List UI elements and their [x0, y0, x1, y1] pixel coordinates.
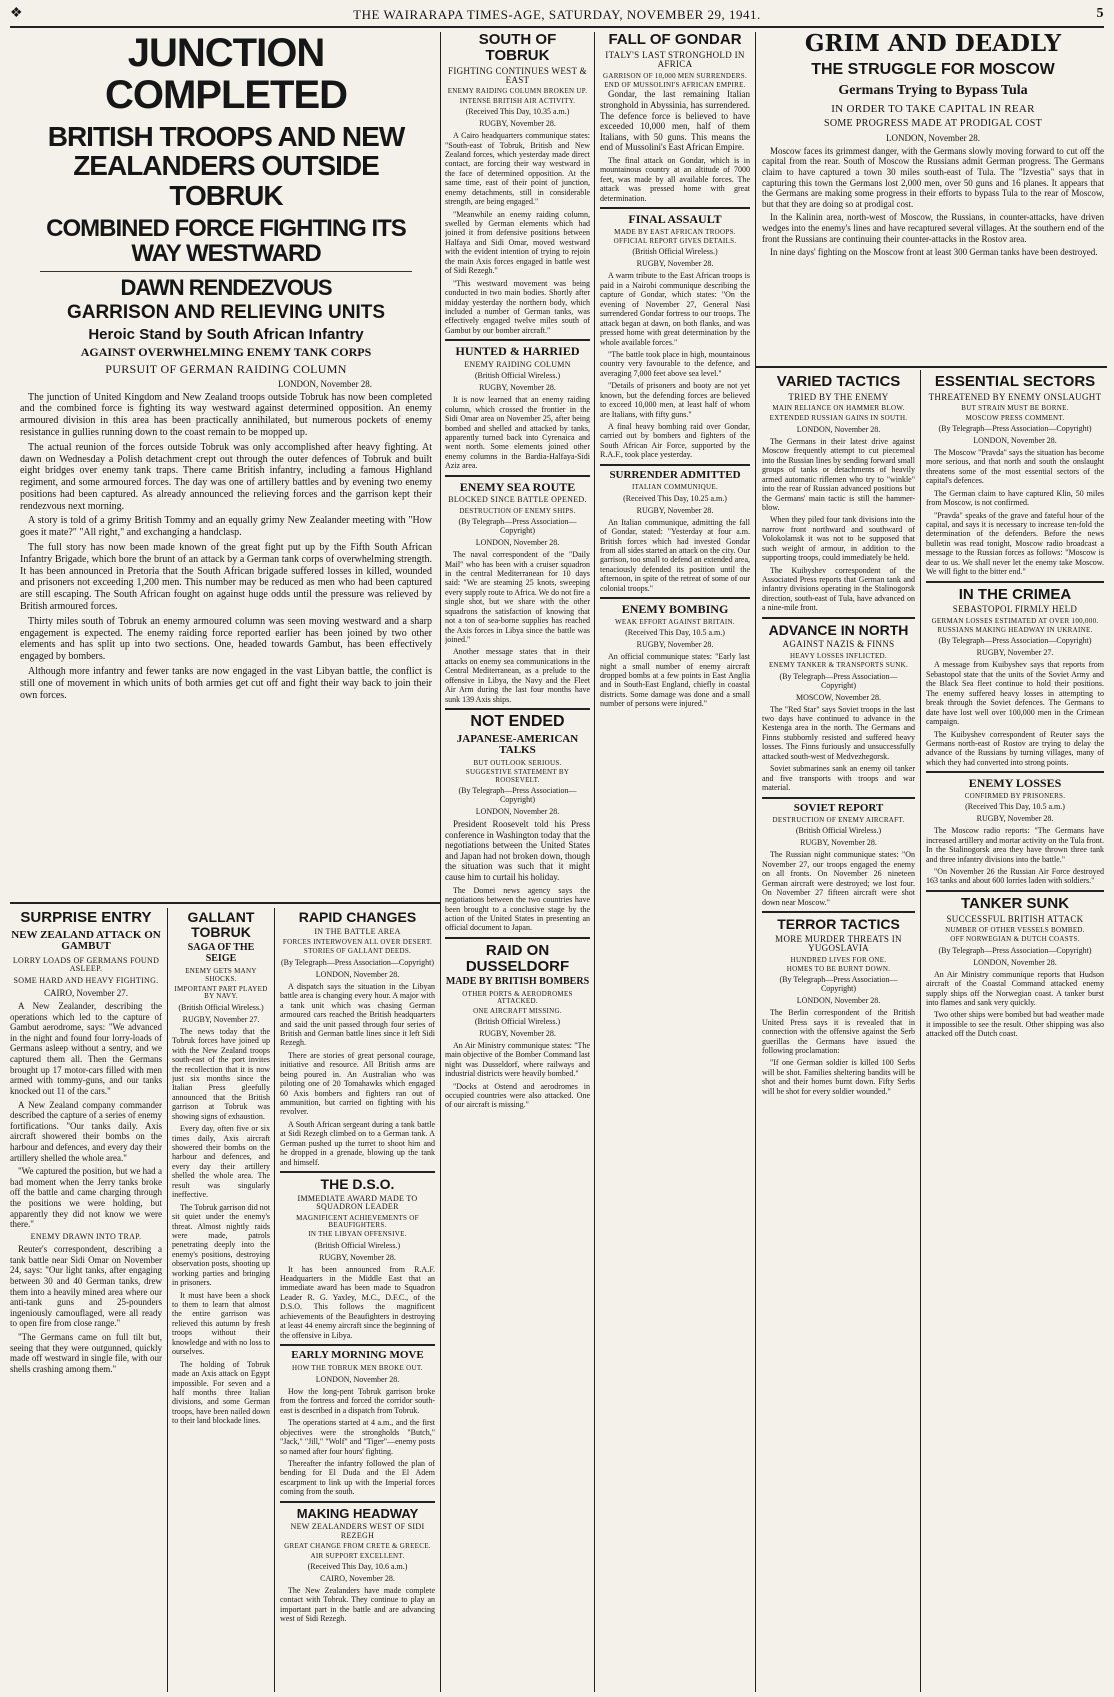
headline-battle-area: IN THE BATTLE AREA: [314, 926, 401, 936]
headline-bombing: ENEMY BOMBING: [621, 602, 729, 617]
byline: (By Telegraph—Press Association—Copyright): [779, 975, 898, 994]
dateline: LONDON, November 28.: [796, 424, 881, 434]
headline-missing: ONE AIRCRAFT MISSING.: [473, 1006, 562, 1015]
byline: (British Official Wireless.): [632, 247, 718, 257]
headline-nz-attack: NEW ZEALAND ATTACK ON GAMBUT: [11, 928, 161, 953]
headline-south: SOUTH OF TOBRUK: [478, 32, 557, 64]
paragraph: The holding of Tobruk made an Axis attack on Egypt impossible. For seven and a half months three Italian divisions, and some German troops, have been nailed down to their land blockade lines.: [172, 1359, 270, 1426]
headline-advance: ADVANCE IN NORTH: [768, 621, 909, 638]
paragraph: When they piled four tank divisions into the narrow front northward and southward of Volokolamsk it was not to be supposed that such weight of armour, in addition to the supporting troops, could immediately be held.: [762, 515, 915, 563]
paragraph: Every day, often five or six times daily, Axis aircraft showered their bombs on the harbour and defences, and every day their artillery shelled the whole area. The result was singularly ineffective.: [172, 1124, 270, 1200]
grim-article: [762, 32, 1104, 367]
paragraph: "Meanwhile an enemy raiding column, swelled by German elements which had joined it from defensive positions between Halfaya and Sidi Omar, moved westward with the evident intention of trying to rejoin the main Axis forces engaged in battle west of Sidi Rezegh.": [445, 209, 590, 276]
paragraph: The New Zealanders have made complete contact with Tobruk. They continue to play an important part in the battle and are advancing west of Sidi Rezegh.: [280, 1585, 435, 1624]
rapid-article: [280, 910, 435, 1167]
paragraph: Another message states that in their attacks on enemy sea communications in the Central Mediterranean, as a prelude to the offensive in Libya, the Navy and the Fleet Air Arm during the last four months have sunk 139 Axis ships.: [445, 647, 590, 704]
column-two: [445, 32, 590, 1692]
column-rule: [274, 908, 275, 1692]
headline-gallant: GALLANT TOBRUK: [187, 910, 255, 940]
paragraph: The operations started at 4 a.m., and the first objectives were the strongholds "Butch," "Jack," "Jill," "Wolf" and "Tiger"—enemy posts so named after four hours' fighting.: [280, 1418, 435, 1456]
headline-struggle: THE STRUGGLE FOR MOSCOW: [811, 61, 1055, 79]
headline-ports: OTHER PORTS & AERODROMES ATTACKED.: [462, 989, 573, 1006]
paragraph: The full story has now been made known of the great fight put up by the Fifth South African Infantry Brigade, which bore the brunt of an attack by a German tank corps of overwhelming strength. It has been announced in Pretoria that the South African brigade suffered losses in killed, wounded and prisoners not exceeding 1,200 men. This number may be reduced as men who had been captured are still escaping. The South African fought on against huge odds until the pressure was relieved by British armoured forces.: [20, 542, 432, 613]
dateline: LONDON, November 28.: [315, 1374, 400, 1384]
headline-libyan: IN THE LIBYAN OFFENSIVE.: [308, 1230, 407, 1239]
essential-article: [926, 374, 1104, 577]
headline-hammer: MAIN RELIANCE ON HAMMER BLOW.: [772, 404, 905, 413]
headline-surrenders: GARRISON OF 10,000 MEN SURRENDERS.: [603, 71, 747, 80]
surprise-article: [10, 910, 162, 1692]
dateline: MOSCOW, November 28.: [795, 692, 882, 702]
dateline: LONDON, November 28.: [315, 969, 400, 979]
paragraph: The naval correspondent of the "Daily Mail" who has been with a cruiser squadron in the central Mediterranean for 10 days said: "We are steaming 25 knots, sweeping every supply route to Africa. We do not fire a single shot, but we share with the other squadrons the satisfaction of knowing that not a ton of sea-borne supplies has reached the Axis forces in Libya since the battle was joined.": [445, 550, 590, 644]
paragraph: It is now learned that an enemy raiding column, which crossed the frontier in the Sidi Omar area on November 25, after being bombed and shelled and attacked by tanks, apparently turned back into Cyrenaica and went north. Some elements joined other enemy columns in the Bardia-Halfaya-Sidi Aziz area.: [445, 395, 590, 471]
paragraph: "We captured the position, but we had a bad moment when the Jerry tanks broke off the battle and came charging through the positions we were holding, but apparently they did not know we were there.": [10, 1166, 162, 1230]
terror-article: [762, 911, 915, 1096]
byline: (By Telegraph—Press Association—Copyright): [280, 957, 435, 967]
headline-soviet-report: SOVIET REPORT: [793, 801, 884, 814]
headline-nazis-finns: AGAINST NAZIS & FINNS: [782, 639, 895, 650]
headline-losses-estimated: GERMAN LOSSES ESTIMATED AT OVER 100,000.: [931, 616, 1099, 625]
paragraph: The Moscow radio reports: "The Germans have increased artillery and mortar activity on the Tula front. In the Stalinogorsk area they have thrown three tank and three infantry divisions into the battle.": [926, 826, 1104, 864]
headline-tertiary: COMBINED FORCE FIGHTING ITS WAY WESTWARD: [46, 215, 406, 268]
dateline: RUGBY, November 28.: [319, 1252, 396, 1262]
paragraph: Gondar, the last remaining Italian stronghold in Abyssinia, has surrendered. The defence force is believed to have exceeded 10,000 men, half of them Italians, with 50 guns. This means the end of Mussolini's East African Empire.: [600, 89, 750, 153]
headline-ukraine: RUSSIANS MAKING HEADWAY IN UKRAINE.: [937, 626, 1093, 635]
headline-lorry: LORRY LOADS OF GERMANS FOUND ASLEEP.: [12, 955, 160, 974]
headline-pursuit: PURSUIT OF GERMAN RAIDING COLUMN: [105, 361, 347, 376]
headline-surprise: SURPRISE ENTRY: [20, 910, 152, 926]
dateline: LONDON, November 28.: [796, 996, 881, 1006]
headline-sea-route: ENEMY SEA ROUTE: [459, 479, 576, 494]
paragraph: A New Zealand company commander described the capture of a series of enemy fortifications. "Our tanks daily. Axis aircraft showered their bombs on the harbour and defences, and every day their artillery shelled the whole area.": [10, 1099, 162, 1163]
paragraph: A dispatch says the situation in the Libyan battle area is changing every hour. A major with a tank unit which was chasing German armoured cars reached the British headquarters and said the unit passed through four series of British and German battle lines since it left Sidi Rezegh.: [280, 981, 435, 1048]
headline-broke-out: HOW THE TOBRUK MEN BROKE OUT.: [292, 1363, 423, 1372]
paragraph: A warm tribute to the East African troops is paid in a Nairobi communique describing the capture of Gondar, which states: "On the evening of November 27, General Nasi surrendered Gondar fortress to our troops. The attack began at dawn, on both flanks, and was pressed home with great determination by the whole available forces.": [600, 271, 750, 347]
paragraph: In the Kalinin area, north-west of Moscow, the Russians, in counter-attacks, have driven wedges into the enemy's lines and have recaptured several villages. At the southern end of the front the Russians are continuing their counter-attacks in the Rostov area.: [762, 212, 1104, 244]
byline: (British Official Wireless.): [178, 1002, 264, 1012]
byline: (British Official Wireless.): [474, 1016, 561, 1026]
dateline: RUGBY, November 28.: [800, 838, 877, 848]
paragraph: The German claim to have captured Klin, 50 miles from Moscow, is not confirmed.: [926, 488, 1104, 508]
dateline: LONDON, November 28.: [475, 806, 560, 816]
paragraph: An Air Ministry communique reports that Hudson aircraft of the Coastal Command attacked enemy supply ships off the Norwegian coast. A tanker burst into flames and sank very quickly.: [926, 969, 1104, 1007]
section-rule: [10, 902, 440, 904]
paragraph: "Details of prisoners and booty are not yet known, but the defending forces are believed to exceed 10,000 men, at least half of whom are Italians, with fifty guns.": [600, 381, 750, 419]
headline-surrender: SURRENDER ADMITTED: [609, 468, 741, 481]
dateline: RUGBY, November 28.: [636, 505, 714, 515]
bombing-article: [600, 597, 750, 709]
surrender-article: [600, 464, 750, 593]
paragraph: The final attack on Gondar, which is in mountainous country at an altitude of 7000 feet, was made by all available forces. The attack was pressed home with great determination.: [600, 155, 750, 203]
headline-threatened: THREATENED BY ENEMY ONSLAUGHT: [928, 391, 1102, 402]
paragraph: An Italian communique, admitting the fall of Gondar, stated: "Yesterday at four a.m. British forces which had invested Gondar from all sides started an attack on the city. Our garrison, too small to defend an extended area, tenaciously defended its position until the afternoon, in spite of the retreat of some of our colonial troops.": [600, 517, 750, 593]
headline-gains: EXTENDED RUSSIAN GAINS IN SOUTH.: [769, 413, 908, 422]
paragraph: A message from Kuibyshev says that reports from Sebastopol state that the units of the Soviet Army and the Black Sea fleet continue to hold their positions. The enemy suffered heavy losses in attempting to break through the Soviet defences. The Germans to date have lost well over 100,000 men in the Crimean campaign.: [926, 660, 1104, 727]
headline-progress: SOME PROGRESS MADE AT PRODIGAL COST: [823, 118, 1043, 130]
dusseldorf-article: [445, 937, 590, 1110]
byline: (Received This Day, 10.25 a.m.): [623, 493, 727, 503]
headline-terror: TERROR TACTICS: [777, 916, 900, 933]
paragraph: The Germans in their latest drive against Moscow frequently attempt to cut piecemeal into the Russian lines by sending forward small groups of tanks or detachments of heavily armed automatic riflemen who try to "winkle" into the rear of Russian advanced positions but the Germans' main tactic is still the hammer-blow.: [762, 436, 915, 512]
headline-successful: SUCCESSFUL BRITISH ATTACK: [946, 913, 1084, 924]
headline-press-comment: MOSCOW PRESS COMMENT.: [965, 413, 1065, 422]
section-rule: [755, 366, 1107, 368]
dateline: RUGBY, November 27.: [182, 1014, 260, 1024]
headline-east-african: MADE BY EAST AFRICAN TROOPS.: [614, 227, 736, 236]
column-rule: [920, 370, 921, 1692]
headline-homes: HOMES TO BE BURNT DOWN.: [786, 964, 891, 973]
paragraph: "The battle took place in high, mountainous country very favourable to the defence, and averaging 7,000 feet above sea level.": [600, 349, 750, 378]
headline-blocked: BLOCKED SINCE BATTLE OPENED.: [448, 495, 587, 505]
byline: (By Telegraph—Press Association—Copyright): [938, 945, 1092, 955]
page-number: 5: [1096, 6, 1104, 21]
dateline: LONDON, November 28.: [973, 957, 1057, 967]
headline-talks: JAPANESE-AMERICAN TALKS: [456, 732, 579, 757]
headline-strain: BUT STRAIN MUST BE BORNE.: [961, 404, 1069, 413]
paragraph: Two other ships were bombed but bad weather made it impossible to see the result. Other shipping was also attacked off the Dutch coast.: [926, 1010, 1104, 1039]
paragraph: The Berlin correspondent of the British United Press says it is revealed that in connection with the offensive against the Serb guerillas the Germans have issued the following proclamation:: [762, 1008, 915, 1056]
headline-destruction: DESTRUCTION OF ENEMY SHIPS.: [459, 506, 576, 515]
headline-final-assault: FINAL ASSAULT: [628, 212, 722, 227]
advance-article: [762, 617, 915, 793]
headline-crete: GREAT CHANGE FROM CRETE & GREECE.: [284, 1542, 431, 1551]
paragraph: The Moscow "Pravda" says the situation has become more serious, and that north and south the onslaught threatens some of the most essential sectors of the capital's defences.: [926, 447, 1104, 486]
headline-yugoslavia: MORE MURDER THREATS IN YUGOSLAVIA: [775, 933, 902, 954]
paragraph: In nine days' fighting on the Moscow front at least 300 German tanks have been destroyed.: [770, 247, 1098, 258]
paragraph: How the long-pent Tobruk garrison broke from the fortress and forced the corridor south-east is described in a dispatch from Tobruk.: [280, 1386, 435, 1415]
column-tobruk-side: [280, 910, 435, 1692]
headline-tula: Germans Trying to Bypass Tula: [838, 82, 1028, 98]
headline-hunted: HUNTED & HARRIED: [455, 344, 580, 359]
byline: (Received This Day, 10.35 a.m.): [465, 107, 570, 117]
paragraph: The Tobruk garrison did not sit quiet under the enemy's threat. Almost nightly raids were made, patrols penetrating deeply into the enemy's positions, destroying observation posts, shooting up working parties and bringing in prisoners.: [172, 1202, 270, 1288]
headline-italian: ITALIAN COMMUNIQUE.: [631, 483, 719, 492]
paragraph: A story is told of a grimy British Tommy and an equally grimy New Zealander meeting with "How goes it mate?" "All right," and exchanging a handclasp.: [20, 515, 432, 539]
paragraph: The Russian night communique states: "On November 27, our troops engaged the enemy on all fronts. On November 26 nineteen German aircraft were destroyed; we lost four. On November 27 fifteen aircraft were shot down near Moscow.": [762, 850, 915, 907]
headline-fighting: SOME HARD AND HEAVY FIGHTING.: [13, 975, 159, 985]
paragraph: Soviet submarines sank an enemy oil tanker and five transports with troops and war material.: [762, 764, 915, 793]
headline-empire: END OF MUSSOLINI'S AFRICAN EMPIRE.: [604, 80, 746, 89]
headline-prisoners: CONFIRMED BY PRISONERS.: [964, 791, 1066, 800]
sea-article: [445, 475, 590, 704]
paragraph: A New Zealander, describing the operations which led to the capture of Gambut aerodrome, says: "We advanced in the night and found four lorry-loads of Germans asleep without a sentry, and we captured them all. Then the Germans brought up 17 motor-cars filled with men armed with tommy-guns, and our tanks knocked out 11 of the cars.": [10, 1001, 162, 1096]
headline-rapid: RAPID CHANGES: [298, 910, 417, 925]
headline-column-broken: ENEMY RAIDING COLUMN BROKEN UP.: [447, 87, 588, 96]
dso-article: [280, 1171, 435, 1340]
gallant-article: [172, 910, 270, 1692]
headline-saga: SAGA OF THE SEIGE: [187, 942, 255, 964]
column-three: [600, 32, 750, 1692]
dateline: LONDON, November 28.: [278, 378, 372, 389]
headline-essential: ESSENTIAL SECTORS: [934, 374, 1096, 390]
headline-deeds: STORIES OF GALLANT DEEDS.: [303, 947, 412, 956]
byline: (By Telegraph—Press Association—Copyright): [938, 636, 1092, 646]
early-article: [280, 1344, 435, 1497]
paragraph: Thirty miles south of Tobruk an enemy armoured column was seen moving westward and a sharp engagement is expected. The enemy raiding force reported earlier has been joined by two other elements and has split up into two sections. One, headed towards Gambut, has been effectively engaged by bombers.: [20, 615, 432, 663]
headline-heroic: Heroic Stand by South African Infantry: [88, 325, 364, 343]
paragraph: Although more infantry and fewer tanks are now engaged in the vast Libyan battle, the conflict is still one of movement in which units of both armies get cut off and fight their way back to join their own forces.: [20, 666, 432, 701]
headline-outlook: BUT OUTLOOK SERIOUS.: [473, 758, 562, 767]
headline-secondary: BRITISH TROOPS AND NEW ZEALANDERS OUTSIDE TOBRUK: [47, 121, 405, 211]
headline-early: EARLY MORNING MOVE: [291, 1349, 424, 1362]
byline: (British Official Wireless.): [314, 1240, 401, 1250]
headline-tanker-transports: ENEMY TANKER & TRANSPORTS SUNK.: [768, 661, 909, 670]
paragraph: The Kuibyshev correspondent of the Associated Press reports that German tank and infantry divisions operating in the Stalinogorsk direction, south-east of Tula, have advanced on a nine-mile front.: [762, 565, 915, 613]
paragraph: It must have been a shock to them to learn that almost the entire garrison was relieved this autumn by fresh troops without their knowledge and with no loss to ourselves.: [172, 1290, 270, 1357]
paragraph: Moscow faces its grimmest danger, with the Germans slowly moving forward to cut off the capital from the rear. South of Moscow the Russians admit German progress. The Germans claim to have captured a town 30 miles south-east of Tula. The "Izvestia" says that in capturing this town the Germans lost 2,000 men, over 50 guns and 16 planes. It appears that the Germans are making some progress in their efforts to bypass Tula to the rear of Moscow, but that they are doing so at prodigal cost.: [762, 145, 1104, 209]
column-rule: [594, 32, 595, 1692]
headline-dawn: DAWN RENDEZVOUS: [120, 274, 332, 300]
tanker-article: [926, 890, 1104, 1039]
dateline: LONDON, November 28.: [886, 132, 980, 143]
dateline: RUGBY, November 28.: [479, 119, 556, 129]
paragraph: A final heavy bombing raid over Gondar, carried out by bombers and fighters of the South African Air Force, supported by the R.A.F., took place yesterday.: [600, 422, 750, 460]
byline: (Received This Day, 10.5 a.m.): [965, 802, 1065, 812]
headline-vessels: NUMBER OF OTHER VESSELS BOMBED.: [945, 926, 1085, 934]
headline-aircraft: DESTRUCTION OF ENEMY AIRCRAFT.: [772, 816, 905, 825]
dateline: CAIRO, November 27.: [44, 988, 128, 999]
headline-air-support: AIR SUPPORT EXCELLENT.: [310, 1551, 405, 1560]
paragraph: "The Germans came on full tilt but, seeing that they were outgunned, quickly made off westward in single file, with our shells crashing among them.": [10, 1332, 162, 1374]
headline-dusseldorf: RAID ON DUSSELDORF: [465, 941, 570, 975]
dateline: RUGBY, November 28.: [636, 259, 714, 269]
headline-varied: VARIED TACTICS: [776, 374, 901, 390]
byline: (Received This Day, 10.5 a.m.): [625, 628, 725, 638]
column-four: [762, 374, 915, 1692]
paragraph: The actual reunion of the forces outside Tobruk was only accomplished after heavy fighting. At dawn on Wednesday a Polish detachment crept out through the outer defences of Tobruk and built eight bridges over enemy tank traps. There came British infantry, including a famous Highland regiment, and some armoured forces. The day was one of artillery battles and by evening two enemy positions had been captured. As already announced the relieving forces and the garrison kept their rendezvous next morning.: [20, 441, 432, 512]
headline-bombers: MADE BY BRITISH BOMBERS: [445, 976, 590, 988]
fleuron-icon: ❖: [10, 6, 24, 21]
paragraph: Thereafter the infantry followed the plan of bending for El Duda and the El Adem escarpment to link up with the Imperial forces coming from the south.: [280, 1459, 435, 1497]
paragraph: The Kuibyshev correspondent of Reuter says the Germans north-east of Rostov are trying to delay the advance of the Russians by turning villages, many of which they had converted into strong points.: [926, 729, 1104, 767]
notended-article: [445, 708, 590, 933]
byline: (Received This Day, 10.6 a.m.): [307, 1561, 408, 1571]
headline-tanker: TANKER SUNK: [960, 894, 1070, 912]
paragraph: The junction of United Kingdom and New Zealand troops outside Tobruk has now been completed and the combined force is fighting its way westward against determined opposition. An enemy armoured division in this area has been practically annihilated, but numerous pockets of enemy resistance in gullies running down to the coast remain to be mopped up.: [20, 391, 432, 438]
headline-weak-effort: WEAK EFFORT AGAINST BRITAIN.: [615, 617, 735, 626]
varied-article: [762, 374, 915, 613]
column-rule: [440, 32, 441, 1692]
paragraph: The "Red Star" says Soviet troops in the last two days have continued to advance in the Kestenga area in the north. The Germans and Finns stubbornly resisted and suffered heavy losses. The Finns furiously and unsuccessfully attacked south-west of Medvezhegorsk.: [762, 704, 915, 761]
headline-hundred: HUNDRED LIVES FOR ONE.: [790, 955, 887, 964]
headline-garrison: GARRISON AND RELIEVING UNITS: [66, 301, 386, 323]
headline-raiding-column: ENEMY RAIDING COLUMN: [464, 359, 571, 369]
paragraph: "On November 26 the Russian Air Force destroyed 163 tanks and about 600 lorries laden with soldiers.": [926, 866, 1104, 886]
headline-sebastopol: SEBASTOPOL FIRMLY HELD: [952, 604, 1078, 615]
dateline: LONDON, November 28.: [973, 435, 1057, 445]
masthead-title: THE WAIRARAPA TIMES-AGE, SATURDAY, NOVEMBER 29, 1941.: [353, 7, 761, 22]
south-article: [445, 32, 590, 335]
headline-official: OFFICIAL REPORT GIVES DETAILS.: [613, 237, 737, 246]
column-five: [926, 374, 1104, 1692]
paragraph: A South African sergeant during a tank battle at Sidi Rezegh climbed on to a German tank. A German pushed up the turret to shoot him and he dropped in a grenade, blowing up the tank and himself.: [280, 1119, 435, 1167]
headline-crimea: IN THE CRIMEA: [958, 585, 1072, 603]
column-rule: [167, 908, 168, 1692]
paragraph: Reuter's correspondent, describing a tank battle near Sidi Omar on November 24, says: "Our light tanks, after engaging between 30 and 40 German tanks, drew them into a heavily mined area where our anti-tank guns and 25-pounders ingeniously camouflaged, were all ready to open fire from close range.": [10, 1244, 162, 1329]
crimea-article: [926, 581, 1104, 768]
headline-rear: IN ORDER TO TAKE CAPITAL IN REAR: [831, 102, 1035, 115]
masthead: [10, 4, 1104, 28]
headline-roosevelt: SUGGESTIVE STATEMENT BY ROOSEVELT.: [465, 768, 570, 784]
headline-against: AGAINST OVERWHELMING ENEMY TANK CORPS: [80, 345, 372, 360]
headline-interwoven: FORCES INTERWOVEN ALL OVER DESERT.: [282, 938, 433, 947]
headline-gondar: FALL OF GONDAR: [608, 32, 742, 48]
byline: (By Telegraph—Press Association—Copyright): [779, 671, 898, 690]
paragraph: There are stories of great personal courage, initiative and resource. All British arms are being poured in. An Australian who was piloting one of 20 Tomahawks which engaged 60 Axis bombers and fighters ran out of ammunition, but carried on fighting with his revolver.: [280, 1050, 435, 1117]
byline: (By Telegraph—Press Association—Copyright): [458, 785, 577, 804]
paragraph: "This westward movement was being conducted in two main bodies. Shortly after midday yesterday the northern body, which included a number of German tanks, was effectively engaged twelve miles south of Gambut by our bomber aircraft.": [445, 278, 590, 335]
soviet-report-article: [762, 797, 915, 908]
headline-shocks: ENEMY GETS MANY SHOCKS.: [185, 967, 257, 983]
paragraph: It has been announced from R.A.F. Headquarters in the Middle East that an immediate award has been made to Squadron Leader R. G. Yaxley, M.C., D.F.C., of the D.S.O. This follows the magnificent achievements of the Beaufighters in destroying at least 44 enemy aircraft since the beginning of the offensive in Libya.: [280, 1264, 435, 1340]
dateline: RUGBY, November 28.: [479, 1028, 556, 1038]
paragraph: A Cairo headquarters communique states: "South-east of Tobruk, British and New Zealand forces, which yesterday made direct contact, are forcing their way westward in the face of determined opposition. At the same time, east of their point of junction, enemy detachments, still in considerable strength, are being engaged.": [445, 131, 590, 207]
headline-dso: THE D.S.O.: [320, 1176, 395, 1193]
dateline: LONDON, November 28.: [475, 538, 560, 548]
byline: (By Telegraph—Press Association—Copyright): [458, 517, 577, 536]
paragraph: "Docks at Ostend and aerodromes in occupied countries were also attacked. One of our aircraft is missing.": [445, 1081, 590, 1110]
assault-article: [600, 207, 750, 460]
column-rule: [755, 32, 756, 1692]
paragraph: "Pravda" speaks of the grave and fateful hour of the capital, and says it is necessary to increase ten-fold the determination of the defenders. Before the news bulletin was read tonight, Moscow radio broadcast a message to the Russian forces as follows: "Moscow is dear to us. We shall never let the enemy take Moscow. We will fight to the bitter end.": [926, 510, 1104, 577]
headline-award: IMMEDIATE AWARD MADE TO SQUADRON LEADER: [297, 1193, 418, 1212]
losses-article: [926, 771, 1104, 886]
headline-beaufighters: MAGNIFICENT ACHIEVEMENTS OF BEAUFIGHTERS.: [296, 1213, 419, 1229]
paragraph: The news today that the Tobruk forces have joined up with the New Zealand troops south-east of the port invites the recollection that it is now just six months since the Italian Press gleefully announced that the British garrison at Tobruk was showing signs of exhaustion.: [172, 1026, 270, 1121]
paragraph: An Air Ministry communique states: "The main objective of the Bomber Command last night was Dusseldorf, where railways and industrial districts were heavily bombed.": [445, 1040, 590, 1079]
dateline: RUGBY, November 28.: [479, 383, 556, 393]
headline-fighting-continues: FIGHTING CONTINUES WEST & EAST: [448, 65, 587, 85]
headline-west-sidi: NEW ZEALANDERS WEST OF SIDI REZEGH: [290, 1522, 425, 1540]
paragraph: The Domei news agency says the negotiations between the two countries have been brought to a conclusive stage by the action of the United States in presenting an official document to Japan.: [445, 885, 590, 933]
headline-enemy-losses: ENEMY LOSSES: [968, 776, 1062, 791]
headline-not-ended: NOT ENDED: [470, 713, 565, 731]
headline-navy: IMPORTANT PART PLAYED BY NAVY.: [174, 985, 268, 1001]
byline: (British Official Wireless.): [795, 826, 882, 836]
making-article: [280, 1501, 435, 1624]
dateline: CAIRO, November 28.: [320, 1573, 395, 1583]
headline-air-activity: INTENSE BRITISH AIR ACTIVITY.: [459, 96, 576, 105]
paragraph: President Roosevelt told his Press conference in Washington today that the negotiations between the United States and Japan had not broken down, though the situation was such that it might cause him to curtail his holiday.: [445, 818, 590, 883]
byline: (British Official Wireless.): [474, 371, 561, 381]
byline: (By Telegraph—Press Association—Copyright): [938, 423, 1092, 433]
headline-primary: JUNCTION COMPLETED: [104, 32, 348, 117]
headline-heavy-losses: HEAVY LOSSES INFLICTED.: [790, 651, 887, 660]
gondar-article: [600, 32, 750, 203]
paragraph: "If one German soldier is killed 100 Serbs will be shot. Families sheltering bandits will be shot and their homes burnt down. Fifty Serbs will be shot for every soldier wounded.": [762, 1058, 915, 1096]
paragraph: An official communique states: "Early last night a small number of enemy aircraft dropped bombs at a few points in East Anglia and in South-East England, chiefly in coastal districts. Some damage was done and a small number of persons were injured.": [600, 652, 750, 709]
junction-article: [20, 32, 432, 904]
dateline: RUGBY, November 28.: [636, 640, 714, 650]
dateline: RUGBY, November 27.: [976, 648, 1054, 658]
headline-coasts: OFF NORWEGIAN & DUTCH COASTS.: [950, 935, 1080, 944]
headline-trap: ENEMY DRAWN INTO TRAP.: [30, 1231, 142, 1241]
dateline: RUGBY, November 28.: [976, 814, 1054, 824]
headline-last-stronghold: ITALY'S LAST STRONGHOLD IN AFRICA: [605, 49, 745, 70]
headline-making: MAKING HEADWAY: [296, 1505, 419, 1521]
headline-tried: TRIED BY THE ENEMY: [788, 391, 889, 402]
hunted-article: [445, 339, 590, 470]
headline-grim: GRIM AND DEADLY: [804, 32, 1062, 57]
